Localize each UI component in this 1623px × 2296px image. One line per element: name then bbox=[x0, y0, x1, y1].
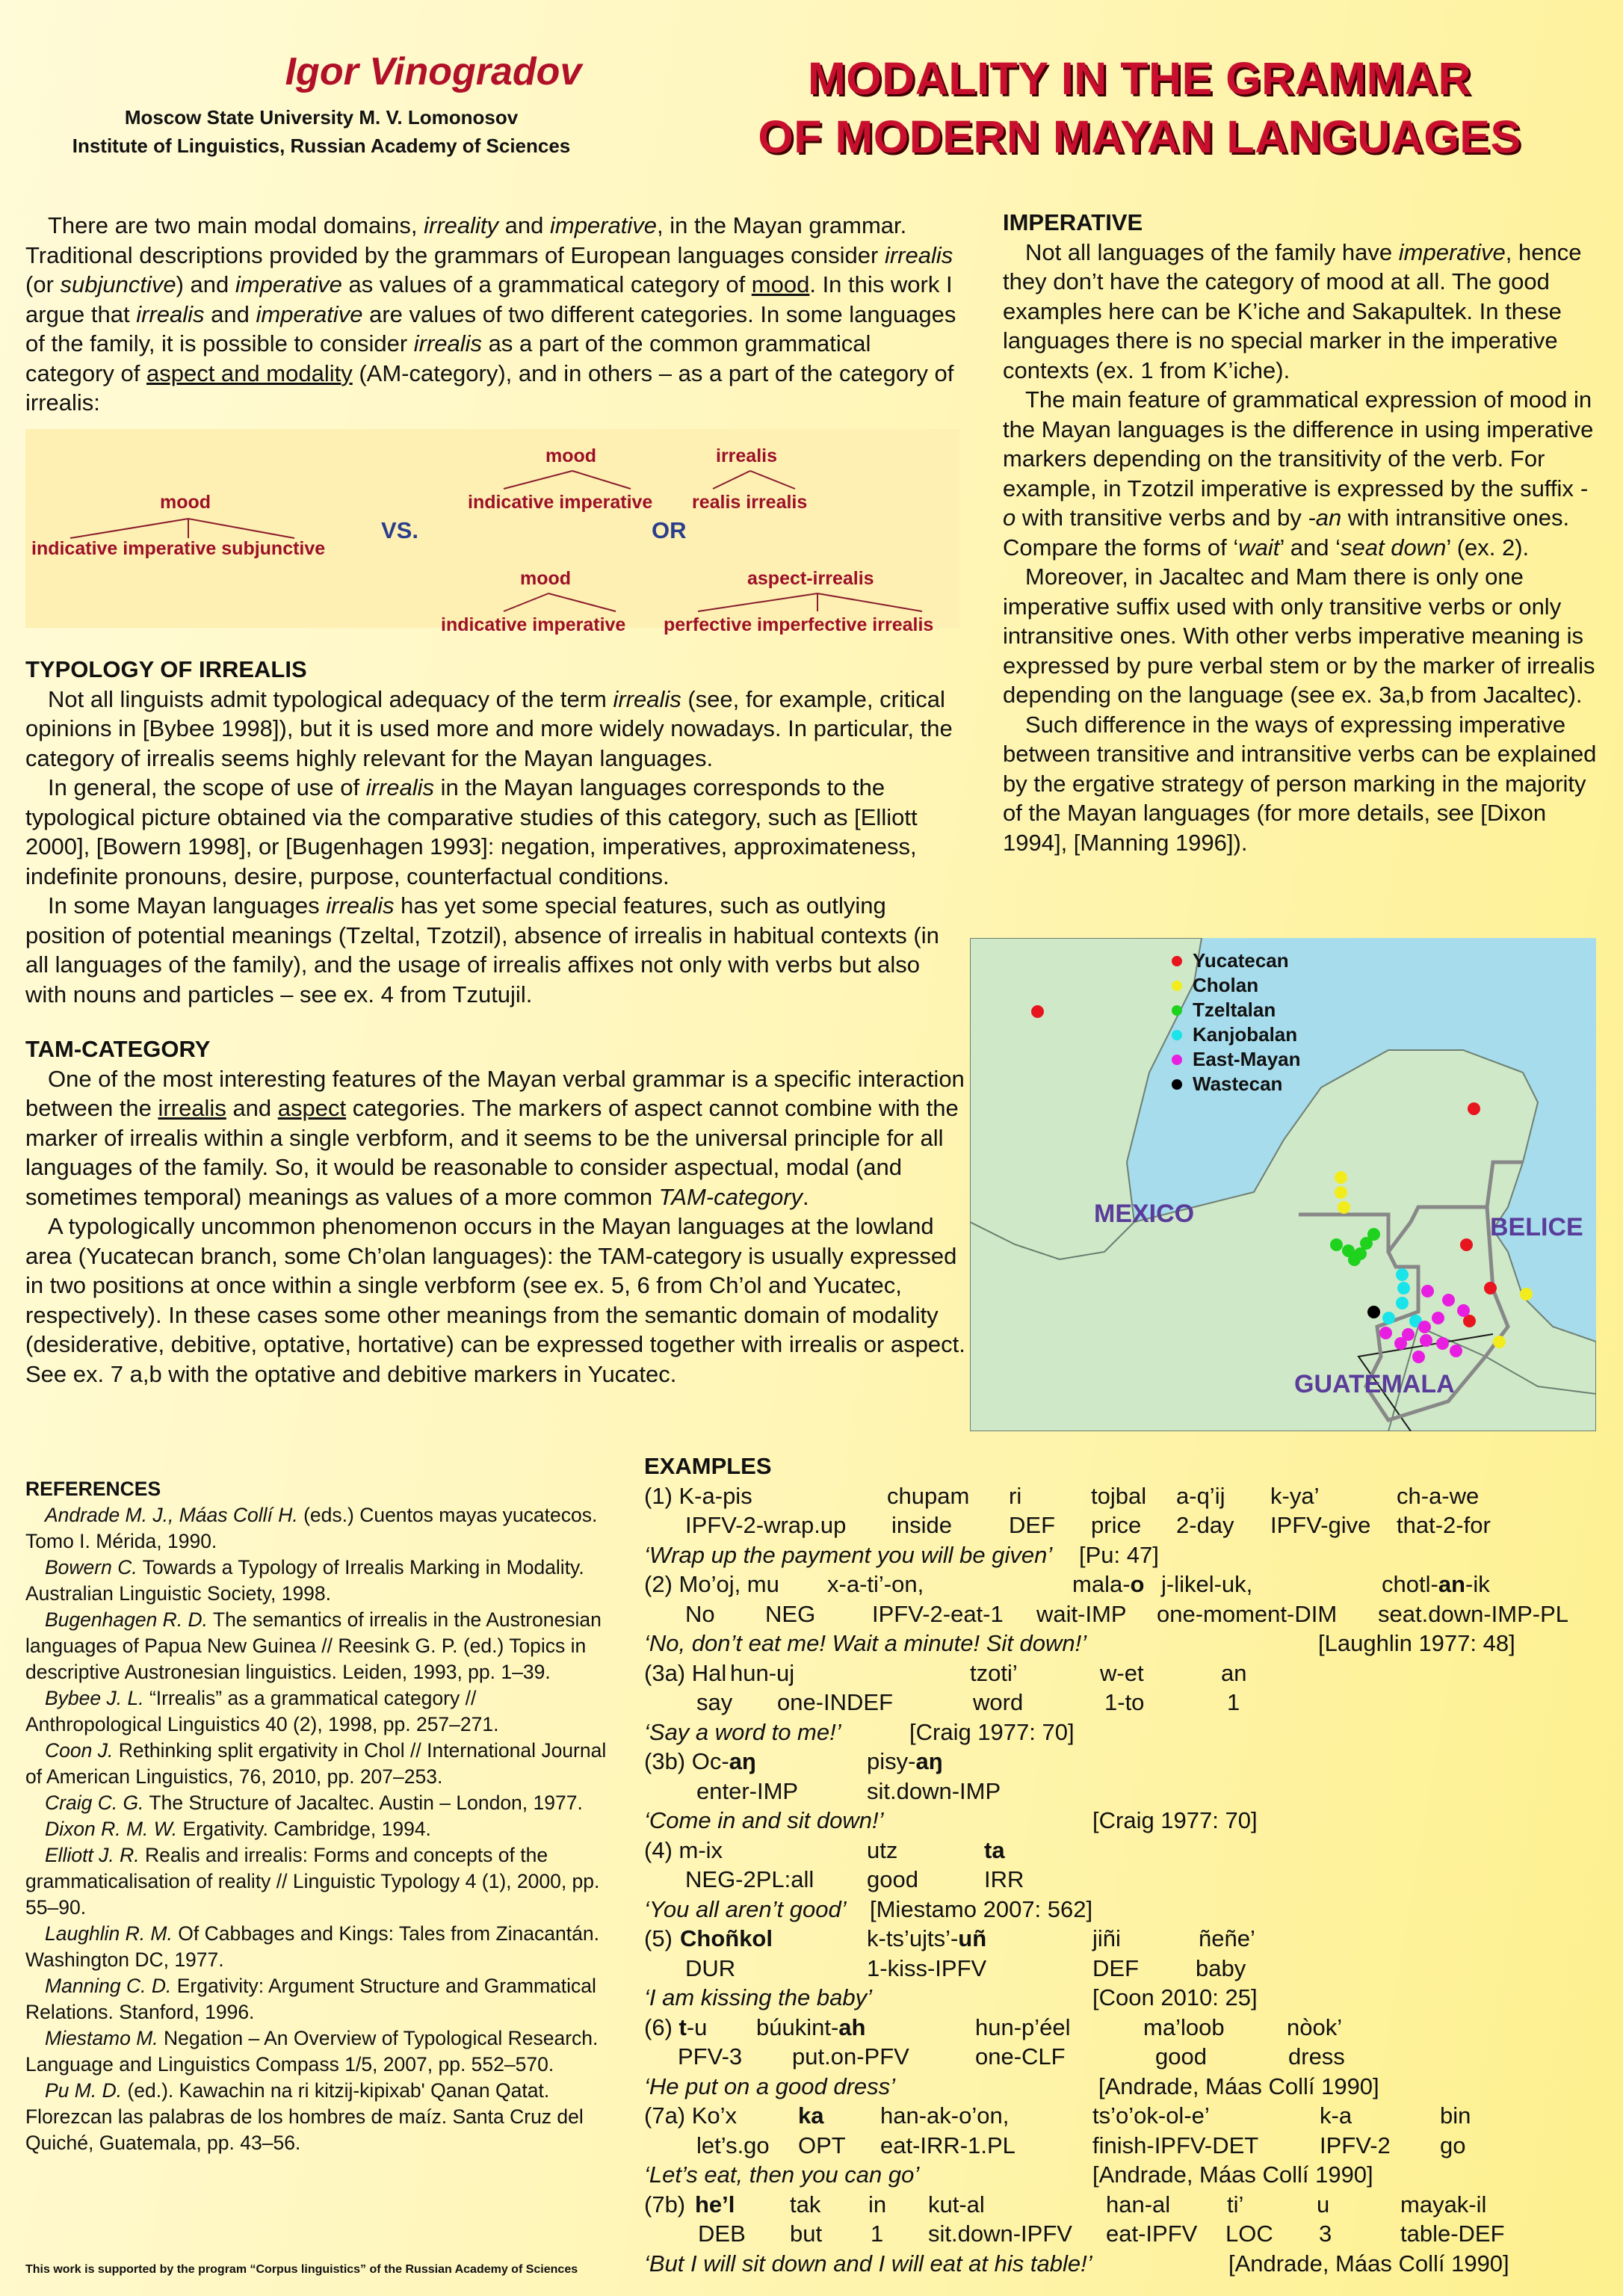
map-point-east-mayan bbox=[1442, 1294, 1455, 1306]
diagram-tree-lines bbox=[25, 429, 959, 628]
example-word: word bbox=[973, 1689, 1024, 1715]
example-line bbox=[644, 1481, 1608, 1511]
example-word: 2-day bbox=[1176, 1512, 1234, 1538]
example-word: ‘Say a word to me!’ bbox=[644, 1718, 841, 1745]
example-word: ‘He put on a good dress’ bbox=[644, 2073, 896, 2099]
reference-text: (ed.). Kawachin na ri kitzij-kipixab' Qanan Qatat. Florezcan las palabras de los hombres de maíz. Santa Cruz del Quiché, Guatemala, pp. 43–56. bbox=[25, 2079, 584, 2154]
example-word: tzoti’ bbox=[970, 1659, 1018, 1686]
example-word: IPFV-give bbox=[1270, 1512, 1371, 1538]
reference-item bbox=[25, 1790, 616, 1816]
map-point-tzeltalan bbox=[1330, 1238, 1343, 1251]
intro-paragraph: There are two main modal domains, irreality and imperative, in the Mayan grammar. Traditional descriptions provided by the grammars of European languages consider irrealis (or subjunctive) and imperative as values of a grammatical category of mood. In this work I argue that irrealis and imperative are values of two different categories. In some languages of the family, it is possible to consider irrealis as a part of the common grammatical category of aspect and modality (AM-category), and in others – as a part of the category of irrealis: bbox=[25, 212, 956, 416]
map-point-cholan bbox=[1493, 1336, 1506, 1348]
example-line bbox=[644, 1747, 1608, 1777]
example-word: (3b) Oc-aŋ bbox=[644, 1748, 756, 1774]
example-word: [Andrade, Máas Collí 1990] bbox=[1228, 2250, 1509, 2277]
example-word: enter-IMP bbox=[696, 1777, 799, 1804]
reference-item bbox=[25, 1502, 616, 1555]
example-word: one-CLF bbox=[975, 2043, 1066, 2070]
example-word: wait-IMP bbox=[1036, 1600, 1127, 1627]
legend-swatch-cholan bbox=[1172, 981, 1182, 991]
example-word: [Craig 1977: 70] bbox=[1092, 1807, 1258, 1833]
example-word: he’l bbox=[695, 2191, 735, 2218]
reference-text: Ergativity: Argument Structure and Grammatical Relations. Stanford, 1996. bbox=[25, 1975, 596, 2023]
example-word: [Laughlin 1977: 48] bbox=[1318, 1630, 1515, 1656]
legend-swatch-yucatecan bbox=[1172, 956, 1182, 966]
example-line bbox=[644, 2013, 1608, 2043]
example-word: [Craig 1977: 70] bbox=[909, 1718, 1075, 1745]
diagram-r2-bottom: realis irrealis bbox=[692, 492, 808, 513]
map-point-east-mayan bbox=[1394, 1337, 1407, 1350]
example-word: a-q’ij bbox=[1176, 1482, 1225, 1509]
example-word: DEB bbox=[698, 2221, 746, 2247]
example-line bbox=[644, 1510, 1608, 1540]
example-word: 1-kiss-IPFV bbox=[867, 1954, 987, 1981]
example-word: DEF bbox=[1009, 1512, 1055, 1538]
typology-paragraph-2: In general, the scope of use of irrealis in the Mayan languages corresponds to the typological picture obtained via the comparative studies of this category, such as [Elliott 2000], [Bowern 1998], or [Bugenhagen 1993]: negation, imperatives, approximateness, indefinite pronouns, desire, purpose, counterfactual conditions. bbox=[25, 774, 918, 889]
example-word: (3a) Hal bbox=[644, 1659, 727, 1686]
reference-author: Dixon R. M. W. bbox=[45, 1818, 178, 1840]
diagram-r4-bottom: perfective imperfective irrealis bbox=[664, 614, 934, 635]
example-word: ch-a-we bbox=[1397, 1482, 1480, 1509]
example-line bbox=[644, 2101, 1608, 2131]
example-word: (2) Mo’oj, mu bbox=[644, 1571, 779, 1597]
example-word: sit.down-IMP bbox=[867, 1777, 1001, 1804]
map-point-wastecan bbox=[1367, 1306, 1380, 1318]
typology-heading: TYPOLOGY OF IRREALIS bbox=[25, 656, 307, 682]
legend-item-yucatecan: Yucatecan bbox=[1172, 948, 1301, 973]
example-word: one-INDEF bbox=[777, 1689, 894, 1715]
author-name: Igor Vinogradov bbox=[285, 50, 582, 93]
example-word: ‘No, don’t eat me! Wait a minute! Sit down!’ bbox=[644, 1630, 1087, 1656]
example-line bbox=[644, 1688, 1608, 1718]
tam-paragraph-2: A typologically uncommon phenomenon occurs in the Mayan languages at the lowland area (Yucatecan branch, some Ch’olan languages): the TAM-category is usually expressed in two positions at once within a single verbform (see ex. 5, 6 from Ch’ol and Yucatec, respectively). In these cases some other meanings from the semantic domain of modality (desiderative, debitive, optative, hortative) can be expressed together with irrealis or aspect. See ex. 7 a,b with the optative and debitive markers in Yucatec. bbox=[25, 1213, 965, 1387]
legend-item-tzeltalan: Tzeltalan bbox=[1172, 998, 1301, 1022]
example-word: one-moment-DIM bbox=[1157, 1600, 1338, 1627]
example-line bbox=[644, 1777, 1608, 1806]
imperative-heading: IMPERATIVE bbox=[1003, 209, 1143, 235]
example-word: utz bbox=[867, 1836, 898, 1863]
map-label-belice: BELICE bbox=[1490, 1213, 1583, 1241]
example-word: (4) m-ix bbox=[644, 1836, 723, 1863]
example-word: búukint-ah bbox=[756, 2013, 866, 2040]
example-word: ‘Let’s eat, then you can go’ bbox=[644, 2161, 920, 2188]
legend-swatch-tzeltalan bbox=[1172, 1005, 1182, 1016]
title-line-1: MODALITY IN THE GRAMMAR bbox=[807, 53, 1472, 104]
example-word: mayak-il bbox=[1400, 2191, 1487, 2218]
example-word: chupam bbox=[887, 1482, 970, 1509]
reference-item bbox=[25, 2078, 616, 2156]
example-word: 1 bbox=[871, 2221, 884, 2247]
example-word: say bbox=[696, 1689, 733, 1715]
example-word: [Andrade, Máas Collí 1990] bbox=[1098, 2073, 1379, 2099]
map-point-yucatecan bbox=[1484, 1282, 1497, 1294]
map-point-cholan bbox=[1335, 1186, 1347, 1199]
map-point-cholan bbox=[1520, 1288, 1533, 1300]
example-line bbox=[644, 1658, 1608, 1688]
examples-lines bbox=[644, 1481, 1608, 2279]
map-point-tzeltalan bbox=[1367, 1228, 1380, 1241]
example-word: (7b) bbox=[644, 2191, 686, 2218]
diagram-r4-top: aspect-irrealis bbox=[747, 568, 874, 589]
reference-text: Rethinking split ergativity in Chol // International Journal of American Linguistics, 76, 2010, pp. 207–253. bbox=[25, 1739, 607, 1788]
intro-section bbox=[25, 211, 965, 418]
example-line bbox=[644, 1718, 1608, 1747]
diagram-r1-bottom: indicative imperative bbox=[468, 492, 653, 513]
example-word: 3 bbox=[1319, 2221, 1332, 2247]
reference-author: Craig C. G. bbox=[45, 1792, 144, 1814]
affiliation bbox=[22, 103, 620, 160]
imperative-section bbox=[1003, 208, 1601, 857]
example-word: dress bbox=[1288, 2043, 1345, 2070]
example-word: let’s.go bbox=[696, 2132, 770, 2158]
example-word: mala-o bbox=[1072, 1571, 1145, 1597]
example-line bbox=[644, 1924, 1608, 1954]
example-word: put.on-PFV bbox=[792, 2043, 909, 2070]
example-word: ñeñe’ bbox=[1199, 1925, 1255, 1951]
affiliation-institute: Institute of Linguistics, Russian Academy of Sciences bbox=[72, 135, 571, 157]
example-word: ‘But I will sit down and I will eat at his table!’ bbox=[644, 2250, 1092, 2277]
example-word: 1 bbox=[1227, 1689, 1240, 1715]
example-word: 1-to bbox=[1104, 1689, 1145, 1715]
funding-note: This work is supported by the program “Corpus linguistics” of the Russian Academy of Sciences bbox=[25, 2263, 578, 2276]
example-line bbox=[644, 2131, 1608, 2161]
diagram-r2-top: irrealis bbox=[716, 445, 778, 466]
example-word: bin bbox=[1440, 2102, 1471, 2129]
diagram-r3-bottom: indicative imperative bbox=[441, 614, 626, 635]
example-word: go bbox=[1440, 2132, 1466, 2158]
example-line bbox=[644, 2072, 1608, 2102]
diagram-r1-top: mood bbox=[545, 445, 597, 466]
example-word: tak bbox=[790, 2191, 821, 2218]
reference-text: Ergativity. Cambridge, 1994. bbox=[177, 1818, 431, 1840]
example-word: nòok’ bbox=[1287, 2013, 1343, 2040]
references-list bbox=[25, 1502, 616, 2156]
reference-text: Negation – An Overview of Typological Research. Language and Linguistics Compass 1/5, 2007, pp. 552–570. bbox=[25, 2027, 599, 2076]
legend-item-kanjobalan: Kanjobalan bbox=[1172, 1022, 1301, 1047]
title-line-2: OF MODERN MAYAN LANGUAGES bbox=[758, 111, 1521, 162]
imperative-paragraph-2: The main feature of grammatical expression of mood in the Mayan languages is the difference in using imperative markers depending on the transitivity of the verb. For example, in Tzotzil imperative is expressed by the suffix -o with transitive verbs and by -an with intransitive ones. Compare the forms of ‘wait’ and ‘seat down’ (ex. 2). bbox=[1003, 386, 1594, 561]
example-line bbox=[644, 1836, 1608, 1866]
tam-section bbox=[25, 1034, 965, 1389]
map-point-kanjobalan bbox=[1382, 1312, 1395, 1324]
example-word: good bbox=[867, 1866, 918, 1892]
example-word: kut-al bbox=[928, 2191, 985, 2218]
reference-text: Realis and irrealis: Forms and concepts of the grammaticalisation of reality // Linguistic Typology 4 (1), 2000, pp. 55–90. bbox=[25, 1844, 600, 1919]
reference-item bbox=[25, 1738, 616, 1790]
map-point-kanjobalan bbox=[1396, 1268, 1409, 1281]
example-word: [Coon 2010: 25] bbox=[1092, 1984, 1258, 2010]
legend-swatch-wastecan bbox=[1172, 1079, 1182, 1090]
map-point-tzeltalan bbox=[1348, 1253, 1361, 1266]
example-word: tojbal bbox=[1091, 1482, 1147, 1509]
map-point-cholan bbox=[1338, 1201, 1350, 1214]
example-word: baby bbox=[1196, 1954, 1246, 1981]
reference-author: Bowern C. bbox=[45, 1556, 137, 1578]
map-label-mexico: MEXICO bbox=[1094, 1200, 1195, 1228]
legend-item-east-mayan: East-Mayan bbox=[1172, 1047, 1301, 1072]
map-point-yucatecan bbox=[1031, 1005, 1044, 1018]
map-point-east-mayan bbox=[1420, 1334, 1432, 1347]
example-word: sit.down-IPFV bbox=[928, 2221, 1072, 2247]
reference-item bbox=[25, 1607, 616, 1685]
reference-author: Pu M. D. bbox=[45, 2079, 123, 2102]
example-word: [Andrade, Máas Collí 1990] bbox=[1092, 2161, 1373, 2188]
example-word: (7a) Ko’x bbox=[644, 2102, 738, 2129]
diagram-or: OR bbox=[652, 517, 687, 543]
diagram-left-bottom: indicative imperative subjunctive bbox=[31, 538, 326, 559]
example-line bbox=[644, 1629, 1608, 1658]
example-line bbox=[644, 1599, 1608, 1629]
reference-item bbox=[25, 1685, 616, 1738]
references-heading: REFERENCES bbox=[25, 1478, 161, 1500]
example-word: x-a-ti’-on, bbox=[827, 1571, 924, 1597]
example-word: [Pu: 47] bbox=[1079, 1541, 1159, 1568]
example-line bbox=[644, 2042, 1608, 2072]
example-line bbox=[644, 1983, 1608, 2013]
example-word: that-2-for bbox=[1397, 1512, 1491, 1538]
example-word: (5) bbox=[644, 1925, 673, 1951]
example-word: ri bbox=[1009, 1482, 1022, 1509]
reference-item bbox=[25, 2025, 616, 2078]
example-word: w-et bbox=[1100, 1659, 1144, 1686]
example-word: k-a bbox=[1320, 2102, 1352, 2129]
legend-item-wastecan: Wastecan bbox=[1172, 1072, 1301, 1096]
example-word: j-likel-uk, bbox=[1161, 1571, 1253, 1597]
examples-heading: EXAMPLES bbox=[644, 1453, 772, 1479]
map-point-east-mayan bbox=[1450, 1345, 1462, 1357]
map-point-kanjobalan bbox=[1396, 1297, 1409, 1309]
reference-author: Coon J. bbox=[45, 1739, 114, 1762]
map-legend bbox=[1172, 948, 1301, 1096]
example-line bbox=[644, 2190, 1608, 2220]
imperative-paragraph-4: Such difference in the ways of expressing imperative between transitive and intransitive verbs can be explained by the ergative strategy of person marking in the majority of the Mayan languages (for more details, see [Dixon 1994], [Manning 1996]). bbox=[1003, 711, 1597, 856]
example-word: PFV-3 bbox=[678, 2043, 743, 2070]
example-word: price bbox=[1091, 1512, 1142, 1538]
example-word: NEG-2PL:all bbox=[685, 1866, 814, 1892]
affiliation-university: Moscow State University M. V. Lomonosov bbox=[124, 106, 519, 129]
mayan-languages-map bbox=[970, 938, 1596, 1431]
example-word: but bbox=[790, 2221, 823, 2247]
example-word: IPFV-2-wrap.up bbox=[685, 1512, 847, 1538]
category-diagram bbox=[25, 429, 959, 635]
reference-text: Of Cabbages and Kings: Tales from Zinacantán. Washington DC, 1977. bbox=[25, 1922, 599, 1971]
example-word: DUR bbox=[685, 1954, 736, 1981]
example-word: IPFV-2-eat-1 bbox=[872, 1600, 1004, 1627]
map-point-east-mayan bbox=[1421, 1285, 1434, 1297]
legend-item-cholan: Cholan bbox=[1172, 973, 1301, 998]
example-word: seat.down-IMP-PL bbox=[1378, 1600, 1568, 1627]
map-point-cholan bbox=[1335, 1171, 1347, 1184]
example-word: ts’o’ok-ol-e’ bbox=[1092, 2102, 1210, 2129]
example-word: ‘Come in and sit down!’ bbox=[644, 1807, 884, 1833]
example-word: finish-IPFV-DET bbox=[1092, 2132, 1259, 2158]
example-word: DEF bbox=[1092, 1954, 1139, 1981]
example-line bbox=[644, 1895, 1608, 1925]
map-point-yucatecan bbox=[1468, 1102, 1480, 1115]
example-word: (6) t-u bbox=[644, 2013, 708, 2040]
map-point-yucatecan bbox=[1460, 1238, 1473, 1251]
example-word: han-ak-o’on, bbox=[880, 2102, 1010, 2129]
reference-author: Andrade M. J., Máas Collí H. bbox=[45, 1504, 298, 1526]
example-word: hun-uj bbox=[730, 1659, 795, 1686]
example-word: LOC bbox=[1225, 2221, 1273, 2247]
map-label-guatemala: GUATEMALA bbox=[1294, 1370, 1455, 1398]
imperative-paragraph-1: Not all languages of the family have imperative, hence they don’t have the category of mood at all. The good examples here can be K’iche and Sakapultek. In these languages there is no special marker in the imperative contexts (ex. 1 from K’iche). bbox=[1003, 238, 1582, 383]
example-word: [Miestamo 2007: 562] bbox=[870, 1895, 1093, 1922]
reference-item bbox=[25, 1816, 616, 1842]
map-point-east-mayan bbox=[1412, 1351, 1425, 1363]
poster-title bbox=[665, 49, 1614, 166]
example-line bbox=[644, 1954, 1608, 1984]
map-point-east-mayan bbox=[1379, 1327, 1392, 1339]
reference-item bbox=[25, 1921, 616, 1973]
example-word: (1) K-a-pis bbox=[644, 1482, 752, 1509]
reference-author: Laughlin R. M. bbox=[45, 1922, 173, 1945]
reference-text: The Structure of Jacaltec. Austin – London, 1977. bbox=[143, 1792, 583, 1814]
examples-section bbox=[644, 1451, 1608, 2278]
example-word: ka bbox=[798, 2102, 824, 2129]
example-line bbox=[644, 1865, 1608, 1895]
diagram-left-top: mood bbox=[160, 492, 211, 513]
example-word: good bbox=[1155, 2043, 1207, 2070]
reference-author: Manning C. D. bbox=[45, 1975, 172, 1997]
example-word: pisy-aŋ bbox=[867, 1748, 943, 1774]
example-word: No bbox=[685, 1600, 715, 1627]
reference-text: “Irrealis” as a grammatical category // Anthropological Linguistics 40 (2), 1998, pp. 257–271. bbox=[25, 1687, 499, 1735]
example-word: u bbox=[1317, 2191, 1330, 2218]
example-word: ‘You all aren’t good’ bbox=[644, 1895, 847, 1922]
example-word: ti’ bbox=[1227, 2191, 1244, 2218]
example-word: table-DEF bbox=[1400, 2221, 1505, 2247]
reference-author: Bybee J. L. bbox=[45, 1687, 144, 1709]
example-word: hun-p’éel bbox=[975, 2013, 1071, 2040]
reference-text: The semantics of irrealis in the Austronesian languages of Papua New Guinea // Reesink G. P. (ed.) Topics in descriptive Austronesian linguistics. Leiden, 1993, pp. 1–39. bbox=[25, 1608, 602, 1683]
tam-paragraph-1: One of the most interesting features of the Mayan verbal grammar is a specific interaction between the irrealis and aspect categories. The markers of aspect cannot combine with the marker of irrealis within a single verbform, and it seems to be the universal principle for all languages of the family. So, it would be reasonable to consider aspectual, modal (and sometimes temporal) meanings as values of a more common TAM-category. bbox=[25, 1065, 965, 1210]
example-line bbox=[644, 2249, 1608, 2279]
example-word: IRR bbox=[984, 1866, 1024, 1892]
example-line bbox=[644, 1540, 1608, 1570]
reference-item bbox=[25, 1973, 616, 2025]
reference-author: Bugenhagen R. D. bbox=[45, 1608, 208, 1631]
map-point-east-mayan bbox=[1432, 1312, 1444, 1324]
reference-text: Towards a Typology of Irrealis Marking in Modality. Australian Linguistic Society, 1998. bbox=[25, 1556, 584, 1605]
example-word: inside bbox=[891, 1512, 952, 1538]
reference-author: Elliott J. R. bbox=[45, 1844, 140, 1866]
example-word: ‘Wrap up the payment you will be given’ bbox=[644, 1541, 1053, 1568]
diagram-r3-top: mood bbox=[520, 568, 572, 589]
map-point-east-mayan bbox=[1436, 1337, 1449, 1350]
example-line bbox=[644, 2160, 1608, 2190]
example-word: IPFV-2 bbox=[1320, 2132, 1391, 2158]
diagram-vs: VS. bbox=[381, 517, 418, 543]
reference-text: (eds.) Cuentos mayas yucatecos. Tomo I. Mérida, 1990. bbox=[25, 1504, 598, 1552]
legend-swatch-east-mayan bbox=[1172, 1055, 1182, 1065]
typology-paragraph-1: Not all linguists admit typological adequacy of the term irrealis (see, for example, critical opinions in [Bybee 1998]), but it is used more and more widely nowadays. In particular, the category of irrealis seems highly relevant for the Mayan languages. bbox=[25, 685, 953, 771]
example-word: han-al bbox=[1106, 2191, 1171, 2218]
example-word: k-ts’ujts’-uñ bbox=[867, 1925, 987, 1951]
map-point-east-mayan bbox=[1457, 1304, 1470, 1317]
example-word: ‘I am kissing the baby’ bbox=[644, 1984, 872, 2010]
typology-section bbox=[25, 655, 965, 1009]
references-section bbox=[25, 1476, 616, 2156]
example-line bbox=[644, 2219, 1608, 2249]
example-word: NEG bbox=[765, 1600, 816, 1627]
example-word: k-ya’ bbox=[1270, 1482, 1320, 1509]
typology-paragraph-3: In some Mayan languages irrealis has yet some special features, such as outlying position of potential meanings (Tzeltal, Tzotzil), absence of irrealis in habitual contexts (in all languages of the family), and the usage of irrealis affixes not only with verbs but also with nouns and particles – see ex. 4 from Tzutujil. bbox=[25, 892, 939, 1007]
example-word: jiñi bbox=[1092, 1925, 1121, 1951]
imperative-paragraph-3: Moreover, in Jacaltec and Mam there is only one imperative suffix used with only transitive verbs or only intransitive ones. With other verbs imperative meaning is expressed by pure verbal stem or by the marker of irrealis depending on the language (see ex. 3a,b from Jacaltec). bbox=[1003, 564, 1595, 708]
reference-author: Miestamo M. bbox=[45, 2027, 158, 2049]
reference-item bbox=[25, 1555, 616, 1607]
map-point-kanjobalan bbox=[1397, 1282, 1410, 1294]
example-word: eat-IRR-1.PL bbox=[880, 2132, 1015, 2158]
example-word: OPT bbox=[798, 2132, 846, 2158]
example-word: chotl-an-ik bbox=[1382, 1571, 1490, 1597]
example-word: in bbox=[868, 2191, 887, 2218]
example-word: an bbox=[1221, 1659, 1247, 1686]
example-word: ma’loob bbox=[1143, 2013, 1225, 2040]
example-word: eat-IPFV bbox=[1106, 2221, 1198, 2247]
map-point-east-mayan bbox=[1418, 1321, 1431, 1333]
example-word: ta bbox=[984, 1836, 1005, 1863]
example-line bbox=[644, 1806, 1608, 1836]
example-word: Choñkol bbox=[680, 1925, 773, 1951]
legend-swatch-kanjobalan bbox=[1172, 1030, 1182, 1040]
tam-heading: TAM-CATEGORY bbox=[25, 1036, 211, 1062]
example-line bbox=[644, 1570, 1608, 1599]
reference-item bbox=[25, 1842, 616, 1921]
